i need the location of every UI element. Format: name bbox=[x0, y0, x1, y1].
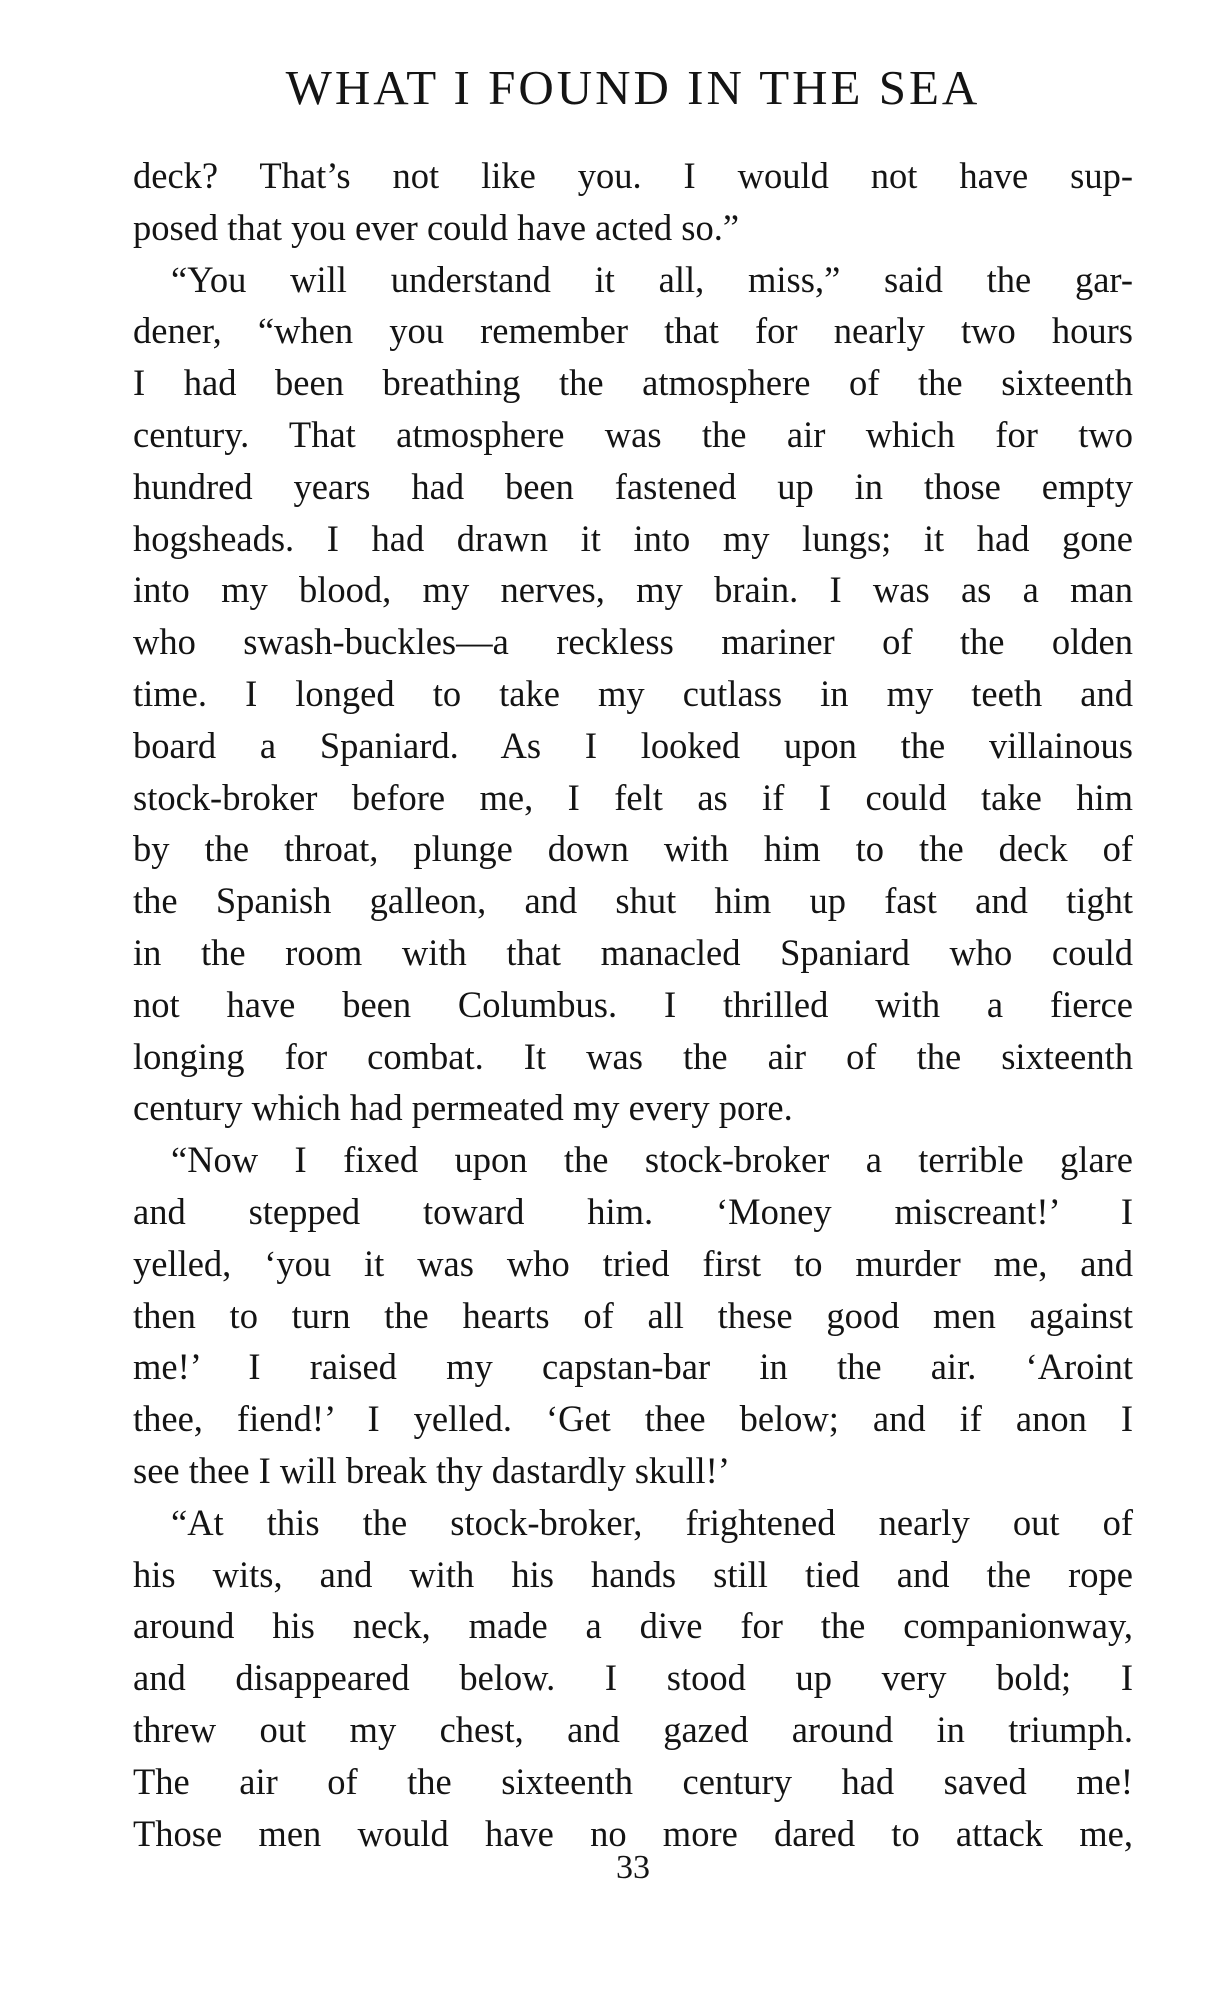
text-line: board a Spaniard. As I looked upon the villainous bbox=[133, 724, 1133, 766]
text-line: his wits, and with his hands still tied and the rope bbox=[133, 1553, 1133, 1595]
body-text bbox=[133, 150, 1133, 1859]
text-line: around his neck, made a dive for the companionway, bbox=[133, 1605, 1133, 1647]
text-line: yelled, ‘you it was who tried first to murder me, and bbox=[133, 1242, 1133, 1284]
text-line: who swash-buckles—a reckless mariner of the olden bbox=[133, 621, 1133, 663]
text-line: time. I longed to take my cutlass in my teeth and bbox=[133, 672, 1133, 714]
text-line: the Spanish galleon, and shut him up fast and tight bbox=[133, 880, 1133, 922]
text-line: see thee I will break thy dastardly skull!’ bbox=[133, 1449, 730, 1491]
running-head: WHAT I FOUND IN THE SEA bbox=[285, 60, 981, 115]
text-line: then to turn the hearts of all these good men against bbox=[133, 1294, 1133, 1336]
text-line: hogsheads. I had drawn it into my lungs; it had gone bbox=[133, 517, 1133, 559]
text-line: “Now I fixed upon the stock-broker a terrible glare bbox=[171, 1139, 1133, 1181]
text-line: The air of the sixteenth century had saved me! bbox=[133, 1760, 1133, 1802]
text-line: century. That atmosphere was the air which for two bbox=[133, 413, 1133, 455]
text-line: posed that you ever could have acted so.” bbox=[133, 206, 740, 248]
text-line: and stepped toward him. ‘Money miscreant!’ I bbox=[133, 1190, 1133, 1232]
text-line: Those men would have no more dared to attack me, bbox=[133, 1812, 1133, 1854]
text-line: me!’ I raised my capstan-bar in the air. ‘Aroint bbox=[133, 1346, 1133, 1388]
text-line: thee, fiend!’ I yelled. ‘Get thee below; and if anon I bbox=[133, 1398, 1133, 1440]
text-line: not have been Columbus. I thrilled with a fierce bbox=[133, 983, 1133, 1025]
text-line: into my blood, my nerves, my brain. I was as a man bbox=[133, 569, 1133, 611]
text-line: stock-broker before me, I felt as if I could take him bbox=[133, 776, 1133, 818]
text-line: “You will understand it all, miss,” said the gar- bbox=[171, 258, 1133, 300]
text-line: “At this the stock-broker, frightened nearly out of bbox=[171, 1501, 1133, 1543]
text-line: dener, “when you remember that for nearly two hours bbox=[133, 310, 1133, 352]
text-line: in the room with that manacled Spaniard who could bbox=[133, 931, 1133, 973]
text-line: and disappeared below. I stood up very bold; I bbox=[133, 1657, 1133, 1699]
text-line: threw out my chest, and gazed around in triumph. bbox=[133, 1708, 1133, 1750]
text-line: deck? That’s not like you. I would not have sup- bbox=[133, 155, 1133, 196]
text-line: by the throat, plunge down with him to the deck of bbox=[133, 828, 1133, 870]
text-line: century which had permeated my every pore. bbox=[133, 1087, 793, 1129]
text-line: hundred years had been fastened up in those empty bbox=[133, 465, 1133, 507]
page-number: 33 bbox=[616, 1849, 650, 1886]
text-line: I had been breathing the atmosphere of the sixteenth bbox=[133, 362, 1133, 404]
text-line: longing for combat. It was the air of the sixteenth bbox=[133, 1035, 1133, 1077]
